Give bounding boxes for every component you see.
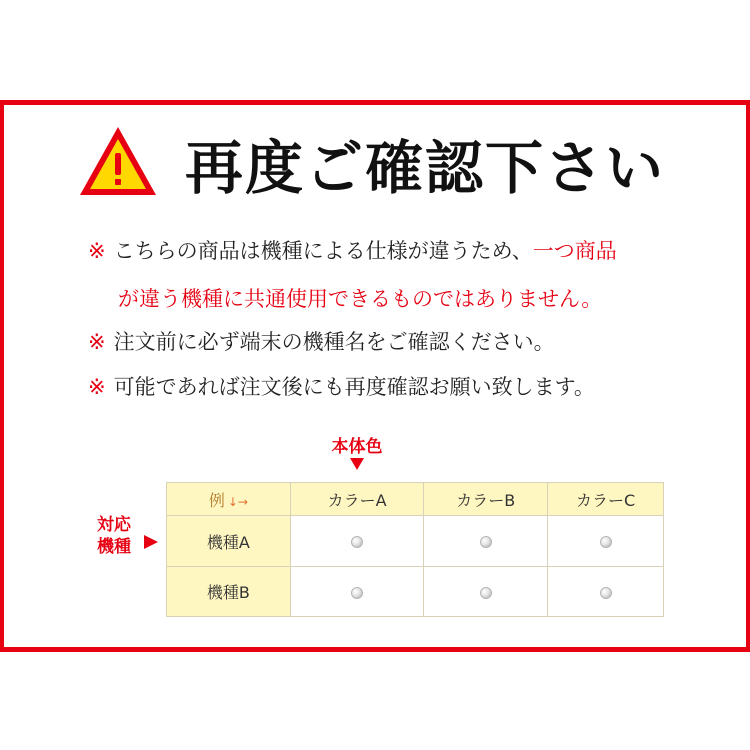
warning-triangle-icon: [78, 125, 158, 197]
radio-dot-icon: [600, 587, 612, 599]
note-mark: ※: [88, 239, 106, 263]
corner-label: 例: [208, 490, 225, 510]
note-3-text: 可能であれば注文後にも再度確認お願い致します。: [113, 375, 595, 399]
note-2: [88, 327, 555, 357]
column-header-color-a: カラーA: [290, 483, 424, 516]
supported-model-label: [88, 514, 140, 558]
model-color-table: [166, 482, 664, 617]
note-1-highlight: 一つ商品: [532, 239, 617, 263]
radio-dot-icon: [351, 536, 363, 548]
table-row: [167, 516, 664, 567]
body-color-label: 本体色: [331, 437, 383, 457]
note-1-text: こちらの商品は機種による仕様が違うため、: [113, 239, 533, 263]
corner-arrow-icon: ↓→: [227, 494, 248, 509]
model-label-line2: 機種: [97, 537, 131, 557]
note-2-text: 注文前に必ず端末の機種名をご確認ください。: [113, 330, 555, 354]
column-header-color-c: カラーC: [548, 483, 664, 516]
column-header-color-b: カラーB: [424, 483, 548, 516]
radio-dot-icon: [480, 536, 492, 548]
table-corner-cell: [167, 483, 291, 516]
radio-dot-icon: [351, 587, 363, 599]
arrow-down-icon: [350, 458, 364, 470]
radio-dot-icon: [600, 536, 612, 548]
model-label-line1: 対応: [97, 515, 131, 535]
row-header-model-a: 機種A: [167, 516, 291, 567]
table-cell: [424, 516, 548, 567]
table-cell: [290, 516, 424, 567]
arrow-right-icon: [144, 535, 158, 549]
table-cell: [548, 567, 664, 617]
radio-dot-icon: [480, 587, 492, 599]
row-header-model-b: 機種B: [167, 567, 291, 617]
table-cell: [290, 567, 424, 617]
table-cell: [548, 516, 664, 567]
note-mark: ※: [88, 330, 106, 354]
note-1-continued: が違う機種に共通使用できるものではありません。: [118, 287, 603, 311]
table-row: [167, 567, 664, 617]
note-1: [88, 236, 617, 266]
table-header-row: [167, 483, 664, 516]
page-title: 再度ご確認下さい: [185, 134, 666, 202]
table-cell: [424, 567, 548, 617]
note-mark: ※: [88, 375, 106, 399]
note-3: [88, 372, 595, 402]
